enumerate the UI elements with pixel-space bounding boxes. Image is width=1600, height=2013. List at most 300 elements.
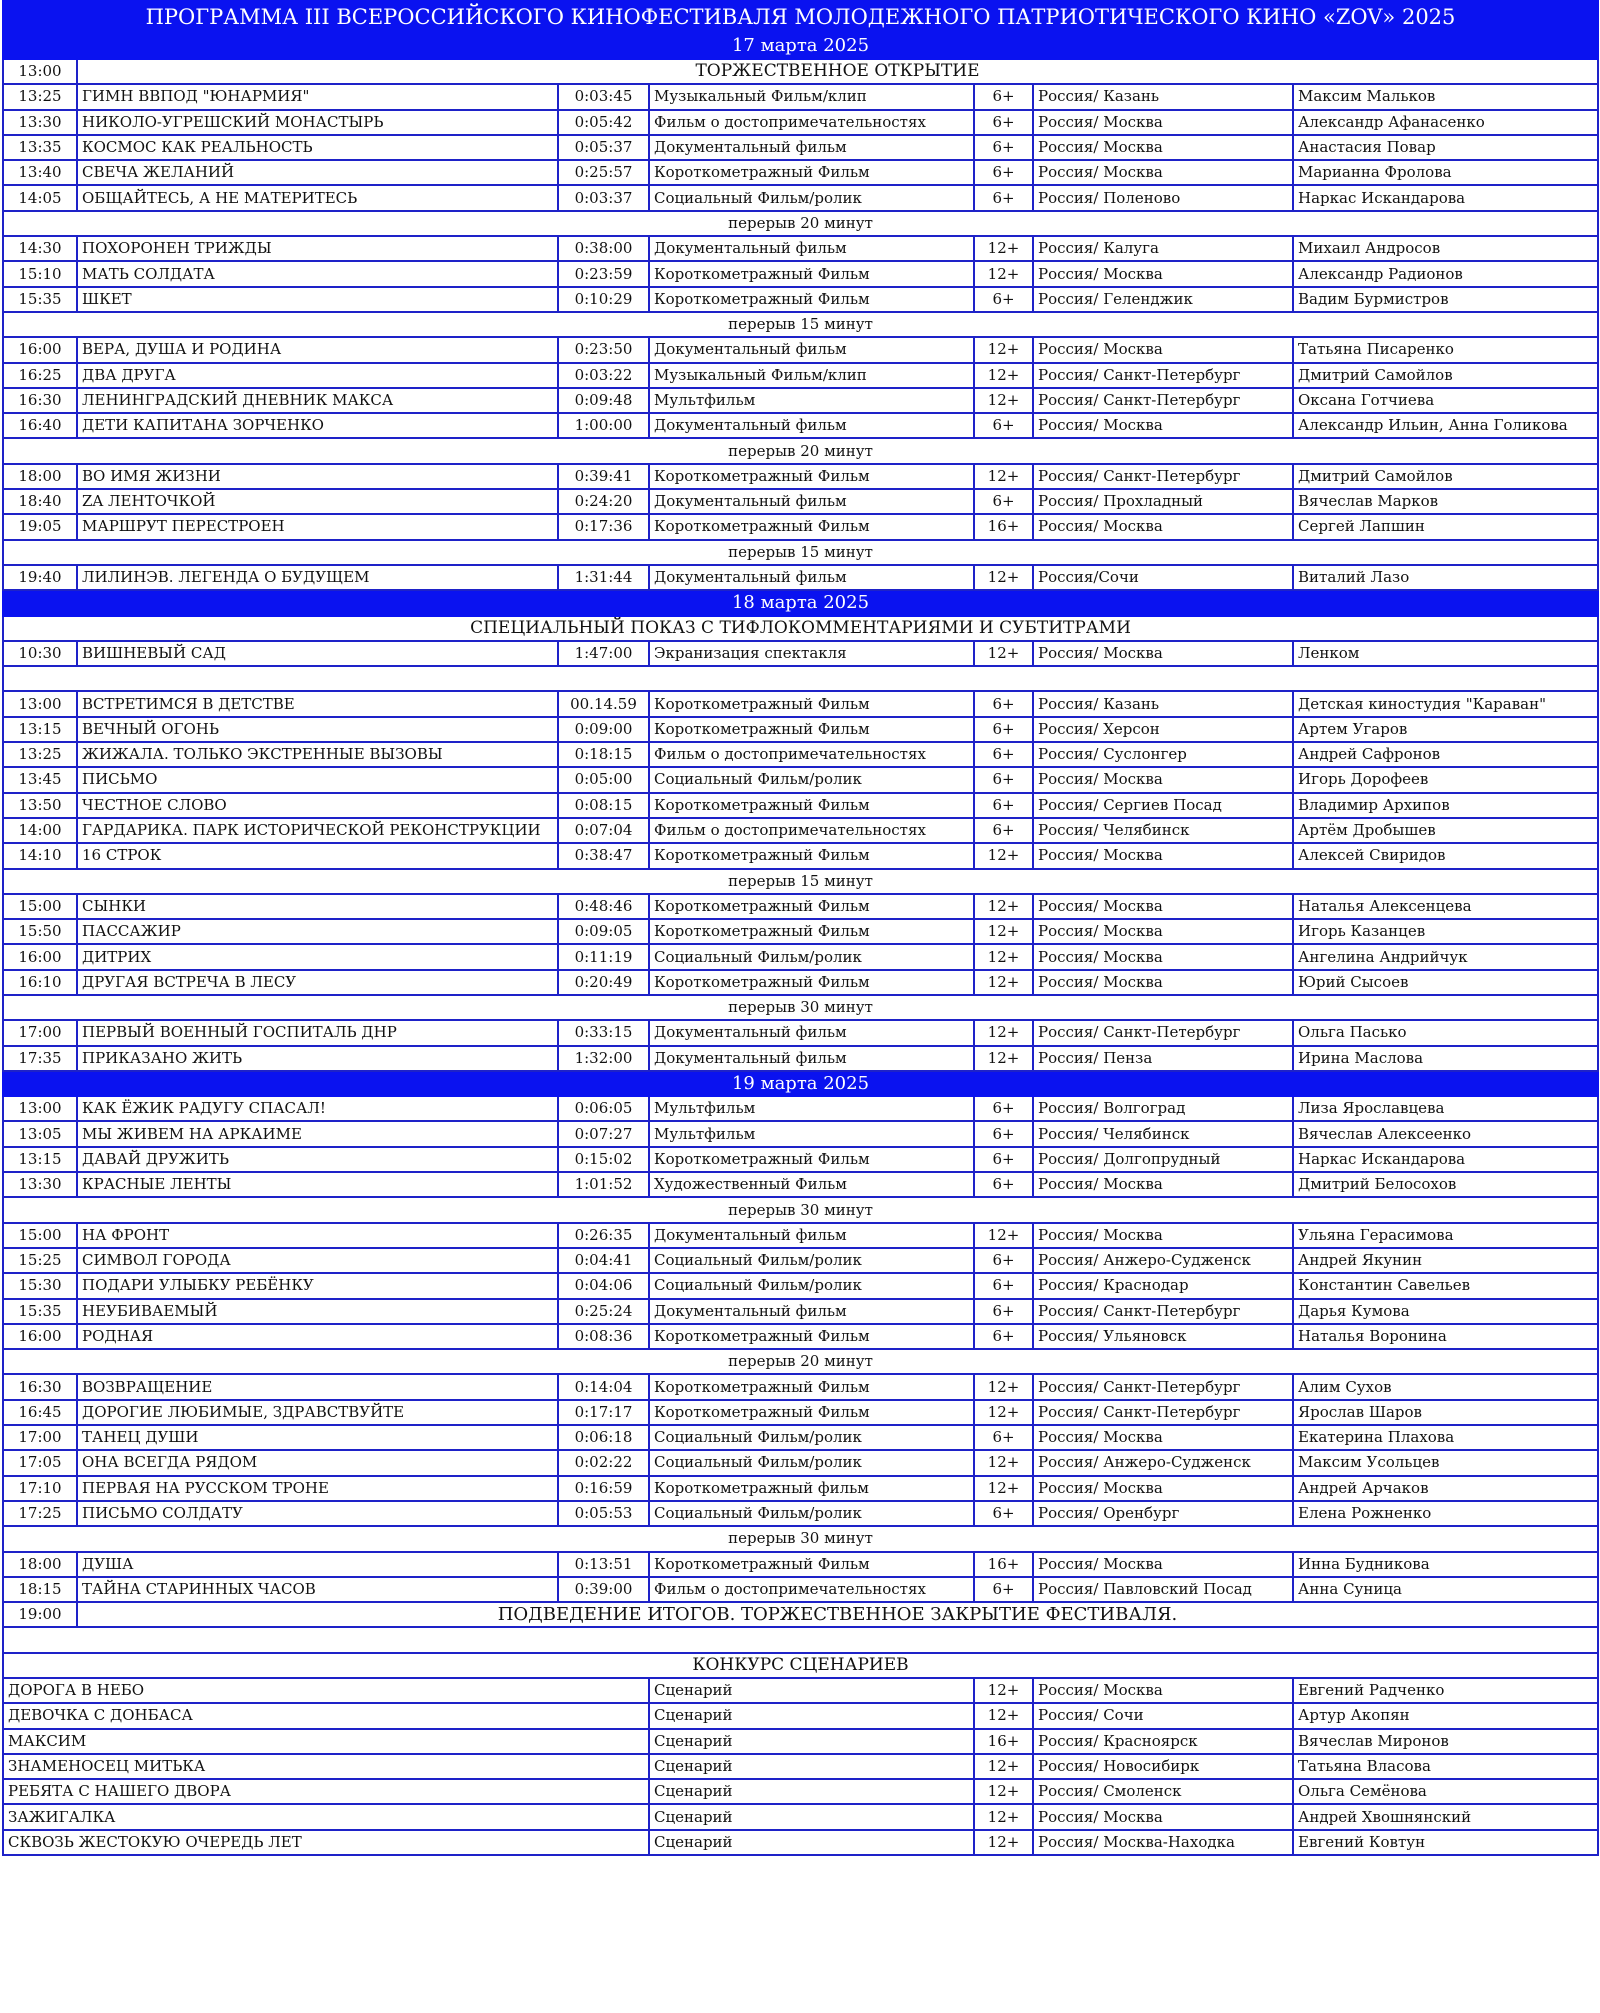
- film-author: Артем Угаров: [1293, 717, 1598, 742]
- film-place: Россия/ Москва: [1033, 1223, 1293, 1248]
- film-row: [3, 1552, 1598, 1577]
- film-duration: 0:07:04: [558, 818, 649, 843]
- film-place: Россия/ Пенза: [1033, 1046, 1293, 1071]
- film-age-rating: 16+: [974, 1552, 1033, 1577]
- film-age-rating: 12+: [974, 919, 1033, 944]
- film-row: [3, 1046, 1598, 1071]
- film-genre: Документальный фильм: [649, 1020, 974, 1045]
- contest-age-rating: 12+: [974, 1754, 1033, 1779]
- film-age-rating: 6+: [974, 1248, 1033, 1273]
- film-time: 13:15: [3, 717, 77, 742]
- film-author: Виталий Лазо: [1293, 565, 1598, 590]
- film-row: [3, 1577, 1598, 1602]
- film-place: Россия/ Волгоград: [1033, 1096, 1293, 1121]
- film-row: [3, 185, 1598, 210]
- film-author: Андрей Арчаков: [1293, 1476, 1598, 1501]
- film-age-rating: 12+: [974, 1450, 1033, 1475]
- film-genre: Документальный фильм: [649, 135, 974, 160]
- film-genre: Документальный фильм: [649, 337, 974, 362]
- day-date: 19 марта 2025: [3, 1071, 1598, 1096]
- day-header-row: [3, 590, 1598, 615]
- film-duration: 0:18:15: [558, 742, 649, 767]
- break-label: перерыв 30 минут: [3, 1197, 1598, 1222]
- film-duration: 0:24:20: [558, 489, 649, 514]
- film-title: ПЕРВАЯ НА РУССКОМ ТРОНЕ: [77, 1476, 558, 1501]
- contest-title: ДЕВОЧКА С ДОНБАСА: [3, 1703, 649, 1728]
- film-genre: Короткометражный Фильм: [649, 1400, 974, 1425]
- film-age-rating: 12+: [974, 363, 1033, 388]
- film-genre: Короткометражный Фильм: [649, 843, 974, 868]
- break-label: перерыв 30 минут: [3, 995, 1598, 1020]
- film-duration: 0:39:00: [558, 1577, 649, 1602]
- contest-age-rating: 12+: [974, 1703, 1033, 1728]
- film-time: 16:00: [3, 944, 77, 969]
- contest-genre: Сценарий: [649, 1729, 974, 1754]
- film-author: Ленком: [1293, 641, 1598, 666]
- film-title: ВОЗВРАЩЕНИЕ: [77, 1374, 558, 1399]
- film-title: ПОДАРИ УЛЫБКУ РЕБЁНКУ: [77, 1273, 558, 1298]
- film-duration: 0:39:41: [558, 464, 649, 489]
- film-age-rating: 12+: [974, 261, 1033, 286]
- film-author: Максим Мальков: [1293, 84, 1598, 109]
- contest-heading: КОНКУРС СЦЕНАРИЕВ: [3, 1653, 1598, 1678]
- film-author: Ульяна Герасимова: [1293, 1223, 1598, 1248]
- film-age-rating: 6+: [974, 1324, 1033, 1349]
- contest-place: Россия/ Москва-Находка: [1033, 1830, 1293, 1855]
- film-age-rating: 6+: [974, 1172, 1033, 1197]
- film-genre: Социальный Фильм/ролик: [649, 1248, 974, 1273]
- film-place: Россия/ Санкт-Петербург: [1033, 388, 1293, 413]
- film-row: [3, 489, 1598, 514]
- film-row: [3, 1096, 1598, 1121]
- film-time: 15:50: [3, 919, 77, 944]
- film-duration: 0:17:36: [558, 514, 649, 539]
- film-place: Россия/ Москва: [1033, 413, 1293, 438]
- contest-row: [3, 1830, 1598, 1855]
- film-duration: 0:26:35: [558, 1223, 649, 1248]
- film-place: Россия/ Москва: [1033, 843, 1293, 868]
- contest-title: СКВОЗЬ ЖЕСТОКУЮ ОЧЕРЕДЬ ЛЕТ: [3, 1830, 649, 1855]
- empty-row: [3, 666, 1598, 691]
- contest-genre: Сценарий: [649, 1804, 974, 1829]
- film-author: Ирина Маслова: [1293, 1046, 1598, 1071]
- film-title: ВЕРА, ДУША И РОДИНА: [77, 337, 558, 362]
- film-author: Артём Дробышев: [1293, 818, 1598, 843]
- empty-row: [3, 1627, 1598, 1652]
- contest-row: [3, 1804, 1598, 1829]
- film-genre: Документальный фильм: [649, 1046, 974, 1071]
- contest-row: [3, 1703, 1598, 1728]
- film-row: [3, 793, 1598, 818]
- film-author: Сергей Лапшин: [1293, 514, 1598, 539]
- film-row: [3, 84, 1598, 109]
- film-title: РОДНАЯ: [77, 1324, 558, 1349]
- contest-place: Россия/ Красноярск: [1033, 1729, 1293, 1754]
- film-age-rating: 6+: [974, 110, 1033, 135]
- film-author: Наркас Искандарова: [1293, 185, 1598, 210]
- film-duration: 00.14.59: [558, 691, 649, 716]
- film-genre: Социальный Фильм/ролик: [649, 1273, 974, 1298]
- contest-title: РЕБЯТА С НАШЕГО ДВОРА: [3, 1779, 649, 1804]
- film-time: 13:40: [3, 160, 77, 185]
- film-age-rating: 6+: [974, 84, 1033, 109]
- film-genre: Короткометражный Фильм: [649, 1552, 974, 1577]
- day-date: 17 марта 2025: [3, 33, 1598, 59]
- film-age-rating: 6+: [974, 818, 1033, 843]
- program-title-row: [3, 1, 1598, 33]
- film-author: Анна Суница: [1293, 1577, 1598, 1602]
- film-title: ДОРОГИЕ ЛЮБИМЫЕ, ЗДРАВСТВУЙТЕ: [77, 1400, 558, 1425]
- film-row: [3, 641, 1598, 666]
- film-genre: Короткометражный фильм: [649, 1476, 974, 1501]
- film-row: [3, 1273, 1598, 1298]
- day-header-row: [3, 1071, 1598, 1096]
- contest-row: [3, 1678, 1598, 1703]
- film-time: 18:40: [3, 489, 77, 514]
- film-time: 16:40: [3, 413, 77, 438]
- film-duration: 1:47:00: [558, 641, 649, 666]
- film-author: Елена Рожненко: [1293, 1501, 1598, 1526]
- film-genre: Социальный Фильм/ролик: [649, 944, 974, 969]
- film-place: Россия/ Москва: [1033, 110, 1293, 135]
- film-age-rating: 12+: [974, 236, 1033, 261]
- film-title: КАК ЁЖИК РАДУГУ СПАСАЛ!: [77, 1096, 558, 1121]
- film-genre: Короткометражный Фильм: [649, 691, 974, 716]
- film-title: ОБЩАЙТЕСЬ, А НЕ МАТЕРИТЕСЬ: [77, 185, 558, 210]
- film-duration: 0:05:42: [558, 110, 649, 135]
- film-time: 16:00: [3, 1324, 77, 1349]
- film-row: [3, 413, 1598, 438]
- contest-age-rating: 12+: [974, 1678, 1033, 1703]
- film-age-rating: 6+: [974, 185, 1033, 210]
- film-author: Игорь Дорофеев: [1293, 767, 1598, 792]
- film-author: Детская киностудия "Караван": [1293, 691, 1598, 716]
- film-title: СВЕЧА ЖЕЛАНИЙ: [77, 160, 558, 185]
- film-author: Ольга Пасько: [1293, 1020, 1598, 1045]
- film-time: 10:30: [3, 641, 77, 666]
- contest-title: ЗНАМЕНОСЕЦ МИТЬКА: [3, 1754, 649, 1779]
- film-author: Вячеслав Марков: [1293, 489, 1598, 514]
- closing-title: ПОДВЕДЕНИЕ ИТОГОВ. ТОРЖЕСТВЕННОЕ ЗАКРЫТИЕ ФЕСТИВАЛЯ.: [77, 1602, 1598, 1627]
- film-genre: Фильм о достопримечательностях: [649, 742, 974, 767]
- film-row: [3, 287, 1598, 312]
- film-duration: 0:10:29: [558, 287, 649, 312]
- film-time: 13:05: [3, 1121, 77, 1146]
- film-age-rating: 6+: [974, 489, 1033, 514]
- film-duration: 0:04:41: [558, 1248, 649, 1273]
- contest-place: Россия/ Москва: [1033, 1804, 1293, 1829]
- film-genre: Мультфильм: [649, 1096, 974, 1121]
- film-genre: Фильм о достопримечательностях: [649, 818, 974, 843]
- film-duration: 0:09:00: [558, 717, 649, 742]
- film-title: ВСТРЕТИМСЯ В ДЕТСТВЕ: [77, 691, 558, 716]
- film-age-rating: 12+: [974, 1020, 1033, 1045]
- film-place: Россия/ Санкт-Петербург: [1033, 1020, 1293, 1045]
- film-time: 15:35: [3, 1299, 77, 1324]
- film-duration: 0:16:59: [558, 1476, 649, 1501]
- film-place: Россия/ Казань: [1033, 691, 1293, 716]
- film-place: Россия/ Сергиев Посад: [1033, 793, 1293, 818]
- film-time: 17:25: [3, 1501, 77, 1526]
- film-age-rating: 6+: [974, 717, 1033, 742]
- film-age-rating: 12+: [974, 894, 1033, 919]
- film-age-rating: 12+: [974, 1400, 1033, 1425]
- film-title: ДИТРИХ: [77, 944, 558, 969]
- film-row: [3, 160, 1598, 185]
- film-genre: Документальный фильм: [649, 1299, 974, 1324]
- film-author: Наркас Искандарова: [1293, 1147, 1598, 1172]
- film-place: Россия/ Москва: [1033, 337, 1293, 362]
- film-duration: 0:33:15: [558, 1020, 649, 1045]
- film-age-rating: 12+: [974, 970, 1033, 995]
- film-place: Россия/ Москва: [1033, 641, 1293, 666]
- empty-cell: [3, 666, 1598, 691]
- film-time: 17:00: [3, 1020, 77, 1045]
- film-duration: 0:14:04: [558, 1374, 649, 1399]
- film-time: 15:30: [3, 1273, 77, 1298]
- film-title: НЕУБИВАЕМЫЙ: [77, 1299, 558, 1324]
- film-age-rating: 6+: [974, 413, 1033, 438]
- contest-author: Татьяна Власова: [1293, 1754, 1598, 1779]
- film-title: МАТЬ СОЛДАТА: [77, 261, 558, 286]
- film-time: 18:00: [3, 1552, 77, 1577]
- film-row: [3, 110, 1598, 135]
- film-time: 14:00: [3, 818, 77, 843]
- film-title: ДРУГАЯ ВСТРЕЧА В ЛЕСУ: [77, 970, 558, 995]
- film-time: 16:10: [3, 970, 77, 995]
- film-time: 18:00: [3, 464, 77, 489]
- film-age-rating: 12+: [974, 1476, 1033, 1501]
- film-title: ЛИЛИНЭВ. ЛЕГЕНДА О БУДУЩЕМ: [77, 565, 558, 590]
- film-title: ОНА ВСЕГДА РЯДОМ: [77, 1450, 558, 1475]
- film-time: 13:30: [3, 1172, 77, 1197]
- film-title: СЫНКИ: [77, 894, 558, 919]
- film-age-rating: 6+: [974, 1121, 1033, 1146]
- program-table: [2, 0, 1599, 1856]
- contest-author: Евгений Ковтун: [1293, 1830, 1598, 1855]
- film-time: 15:00: [3, 894, 77, 919]
- film-duration: 0:02:22: [558, 1450, 649, 1475]
- contest-place: Россия/ Смоленск: [1033, 1779, 1293, 1804]
- section-time: 13:00: [3, 59, 77, 84]
- film-duration: 0:09:05: [558, 919, 649, 944]
- contest-author: Вячеслав Миронов: [1293, 1729, 1598, 1754]
- film-genre: Короткометражный Фильм: [649, 160, 974, 185]
- film-title: ЛЕНИНГРАДСКИЙ ДНЕВНИК МАКСА: [77, 388, 558, 413]
- film-time: 15:35: [3, 287, 77, 312]
- film-age-rating: 12+: [974, 565, 1033, 590]
- contest-row: [3, 1729, 1598, 1754]
- film-duration: 0:05:00: [558, 767, 649, 792]
- film-genre: Фильм о достопримечательностях: [649, 1577, 974, 1602]
- film-genre: Документальный фильм: [649, 489, 974, 514]
- film-row: [3, 236, 1598, 261]
- film-author: Александр Радионов: [1293, 261, 1598, 286]
- film-row: [3, 388, 1598, 413]
- contest-age-rating: 12+: [974, 1804, 1033, 1829]
- film-place: Россия/ Херсон: [1033, 717, 1293, 742]
- film-place: Россия/ Калуга: [1033, 236, 1293, 261]
- film-author: Татьяна Писаренко: [1293, 337, 1598, 362]
- contest-author: Евгений Радченко: [1293, 1678, 1598, 1703]
- contest-author: Артур Акопян: [1293, 1703, 1598, 1728]
- film-author: Алим Сухов: [1293, 1374, 1598, 1399]
- film-author: Марианна Фролова: [1293, 160, 1598, 185]
- film-time: 14:05: [3, 185, 77, 210]
- contest-age-rating: 12+: [974, 1830, 1033, 1855]
- film-genre: Социальный Фильм/ролик: [649, 1501, 974, 1526]
- break-row: [3, 1526, 1598, 1551]
- film-duration: 1:00:00: [558, 413, 649, 438]
- film-time: 15:10: [3, 261, 77, 286]
- film-row: [3, 1121, 1598, 1146]
- contest-genre: Сценарий: [649, 1830, 974, 1855]
- film-genre: Документальный фильм: [649, 1223, 974, 1248]
- break-label: перерыв 30 минут: [3, 1526, 1598, 1551]
- film-place: Россия/ Москва: [1033, 1476, 1293, 1501]
- film-place: Россия/ Геленджик: [1033, 287, 1293, 312]
- film-time: 14:30: [3, 236, 77, 261]
- film-author: Юрий Сысоев: [1293, 970, 1598, 995]
- film-row: [3, 767, 1598, 792]
- film-genre: Мультфильм: [649, 1121, 974, 1146]
- film-author: Игорь Казанцев: [1293, 919, 1598, 944]
- film-genre: Короткометражный Фильм: [649, 894, 974, 919]
- break-label: перерыв 15 минут: [3, 869, 1598, 894]
- film-row: [3, 843, 1598, 868]
- film-age-rating: 6+: [974, 767, 1033, 792]
- film-title: КРАСНЫЕ ЛЕНТЫ: [77, 1172, 558, 1197]
- film-genre: Короткометражный Фильм: [649, 717, 974, 742]
- day-date: 18 марта 2025: [3, 590, 1598, 615]
- film-place: Россия/ Москва: [1033, 767, 1293, 792]
- film-duration: 0:08:15: [558, 793, 649, 818]
- special-screening-row: [3, 616, 1598, 641]
- film-age-rating: 12+: [974, 1223, 1033, 1248]
- film-duration: 0:15:02: [558, 1147, 649, 1172]
- film-row: [3, 514, 1598, 539]
- film-time: 16:25: [3, 363, 77, 388]
- film-place: Россия/ Павловский Посад: [1033, 1577, 1293, 1602]
- contest-row: [3, 1779, 1598, 1804]
- film-age-rating: 6+: [974, 1273, 1033, 1298]
- film-place: Россия/ Москва: [1033, 970, 1293, 995]
- film-row: [3, 1476, 1598, 1501]
- film-age-rating: 6+: [974, 1425, 1033, 1450]
- film-age-rating: 6+: [974, 1577, 1033, 1602]
- film-place: Россия/ Челябинск: [1033, 818, 1293, 843]
- film-place: Россия/ Москва: [1033, 261, 1293, 286]
- film-row: [3, 1425, 1598, 1450]
- film-row: [3, 1374, 1598, 1399]
- film-age-rating: 12+: [974, 337, 1033, 362]
- film-genre: Документальный фильм: [649, 565, 974, 590]
- film-title: ПРИКАЗАНО ЖИТЬ: [77, 1046, 558, 1071]
- film-author: Инна Будникова: [1293, 1552, 1598, 1577]
- break-row: [3, 1197, 1598, 1222]
- film-author: Алексей Свиридов: [1293, 843, 1598, 868]
- film-duration: 0:23:59: [558, 261, 649, 286]
- section-row: [3, 59, 1598, 84]
- film-time: 13:30: [3, 110, 77, 135]
- film-place: Россия/ Москва: [1033, 894, 1293, 919]
- film-row: [3, 970, 1598, 995]
- film-age-rating: 12+: [974, 388, 1033, 413]
- contest-place: Россия/ Сочи: [1033, 1703, 1293, 1728]
- film-row: [3, 1450, 1598, 1475]
- film-duration: 0:25:57: [558, 160, 649, 185]
- film-place: Россия/ Ульяновск: [1033, 1324, 1293, 1349]
- film-place: Россия/ Долгопрудный: [1033, 1147, 1293, 1172]
- film-time: 14:10: [3, 843, 77, 868]
- film-row: [3, 944, 1598, 969]
- film-genre: Короткометражный Фильм: [649, 261, 974, 286]
- film-author: Владимир Архипов: [1293, 793, 1598, 818]
- film-author: Лиза Ярославцева: [1293, 1096, 1598, 1121]
- contest-title: ДОРОГА В НЕБО: [3, 1678, 649, 1703]
- contest-genre: Сценарий: [649, 1754, 974, 1779]
- film-row: [3, 742, 1598, 767]
- film-duration: 0:06:05: [558, 1096, 649, 1121]
- film-genre: Художественный Фильм: [649, 1172, 974, 1197]
- film-duration: 0:03:45: [558, 84, 649, 109]
- film-time: 15:00: [3, 1223, 77, 1248]
- film-place: Россия/ Анжеро-Судженск: [1033, 1450, 1293, 1475]
- film-genre: Социальный Фильм/ролик: [649, 767, 974, 792]
- day-header-row: [3, 33, 1598, 59]
- break-row: [3, 312, 1598, 337]
- break-row: [3, 438, 1598, 463]
- film-title: ДВА ДРУГА: [77, 363, 558, 388]
- film-genre: Короткометражный Фильм: [649, 464, 974, 489]
- film-title: ВО ИМЯ ЖИЗНИ: [77, 464, 558, 489]
- film-title: ПИСЬМО СОЛДАТУ: [77, 1501, 558, 1526]
- break-row: [3, 1349, 1598, 1374]
- break-row: [3, 869, 1598, 894]
- film-place: Россия/ Москва: [1033, 1172, 1293, 1197]
- film-title: ДЕТИ КАПИТАНА ЗОРЧЕНКО: [77, 413, 558, 438]
- film-genre: Короткометражный Фильм: [649, 287, 974, 312]
- film-author: Вячеслав Алексеенко: [1293, 1121, 1598, 1146]
- break-row: [3, 540, 1598, 565]
- film-author: Дарья Кумова: [1293, 1299, 1598, 1324]
- film-time: 16:45: [3, 1400, 77, 1425]
- film-time: 15:25: [3, 1248, 77, 1273]
- film-duration: 0:20:49: [558, 970, 649, 995]
- film-genre: Социальный Фильм/ролик: [649, 1450, 974, 1475]
- film-title: ТАЙНА СТАРИННЫХ ЧАСОВ: [77, 1577, 558, 1602]
- film-time: 17:00: [3, 1425, 77, 1450]
- break-label: перерыв 15 минут: [3, 312, 1598, 337]
- film-genre: Документальный фильм: [649, 413, 974, 438]
- film-age-rating: 12+: [974, 641, 1033, 666]
- film-time: 16:30: [3, 1374, 77, 1399]
- film-author: Александр Ильин, Анна Голикова: [1293, 413, 1598, 438]
- film-author: Андрей Сафронов: [1293, 742, 1598, 767]
- film-title: КОСМОС КАК РЕАЛЬНОСТЬ: [77, 135, 558, 160]
- film-genre: Фильм о достопримечательностях: [649, 110, 974, 135]
- contest-title: МАКСИМ: [3, 1729, 649, 1754]
- film-time: 16:30: [3, 388, 77, 413]
- film-author: Екатерина Плахова: [1293, 1425, 1598, 1450]
- film-title: ДАВАЙ ДРУЖИТЬ: [77, 1147, 558, 1172]
- film-age-rating: 12+: [974, 1046, 1033, 1071]
- closing-row: [3, 1602, 1598, 1627]
- film-row: [3, 565, 1598, 590]
- film-duration: 1:01:52: [558, 1172, 649, 1197]
- film-duration: 0:48:46: [558, 894, 649, 919]
- film-duration: 0:38:00: [558, 236, 649, 261]
